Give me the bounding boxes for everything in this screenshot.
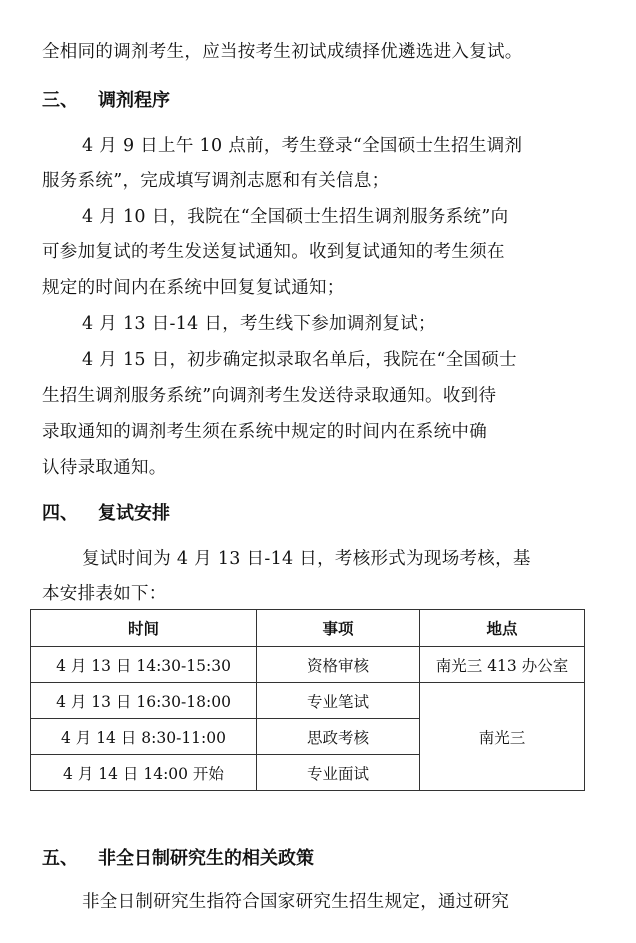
table-header-row bbox=[31, 610, 585, 647]
table-row bbox=[31, 683, 585, 719]
paragraph-line: 4 月 10 日，我院在“全国硕士生招生调剂服务系统”向 bbox=[82, 207, 509, 227]
paragraph-line: 4 月 15 日，初步确定拟录取名单后，我院在“全国硕士 bbox=[82, 350, 517, 370]
section-heading-4 bbox=[42, 502, 170, 526]
header-item: 事项 bbox=[257, 610, 420, 647]
schedule-table bbox=[30, 609, 585, 791]
paragraph-line: 认待录取通知。 bbox=[42, 458, 167, 478]
header-time: 时间 bbox=[31, 610, 257, 647]
paragraph-line: 4 月 13 日-14 日，考生线下参加调剂复试； bbox=[82, 314, 436, 334]
cell-time: 4 月 14 日 8:30-11:00 bbox=[31, 719, 257, 755]
section-number: 三、 bbox=[42, 90, 78, 111]
cell-time: 4 月 14 日 14:00 开始 bbox=[31, 755, 257, 791]
paragraph-line: 生招生调剂服务系统”向调剂考生发送待录取通知。收到待 bbox=[42, 386, 497, 406]
paragraph-line: 复试时间为 4 月 13 日-14 日，考核形式为现场考核，基 bbox=[82, 549, 531, 569]
cell-location: 南光三 413 办公室 bbox=[420, 647, 585, 683]
section-heading-3 bbox=[42, 89, 170, 113]
section-heading-5 bbox=[42, 847, 314, 871]
paragraph-line: 服务系统”，完成填写调剂志愿和有关信息； bbox=[42, 171, 390, 191]
section-title: 复试安排 bbox=[98, 503, 170, 524]
cell-item: 思政考核 bbox=[257, 719, 420, 755]
paragraph-line: 非全日制研究生指符合国家研究生招生规定，通过研究 bbox=[82, 892, 510, 912]
cell-location-merged: 南光三 bbox=[420, 683, 585, 791]
cell-time: 4 月 13 日 14:30-15:30 bbox=[31, 647, 257, 683]
paragraph-line: 规定的时间内在系统中回复复试通知； bbox=[42, 278, 345, 298]
section-number: 五、 bbox=[42, 848, 78, 869]
section-number: 四、 bbox=[42, 503, 78, 524]
paragraph-line: 全相同的调剂考生，应当按考生初试成绩择优遴选进入复试。 bbox=[42, 42, 523, 62]
cell-time: 4 月 13 日 16:30-18:00 bbox=[31, 683, 257, 719]
table-row bbox=[31, 647, 585, 683]
cell-item: 专业笔试 bbox=[257, 683, 420, 719]
cell-item: 专业面试 bbox=[257, 755, 420, 791]
section-title: 调剂程序 bbox=[98, 90, 170, 111]
paragraph-line: 4 月 9 日上午 10 点前，考生登录“全国硕士生招生调剂 bbox=[82, 136, 523, 156]
paragraph-line: 录取通知的调剂考生须在系统中规定的时间内在系统中确 bbox=[42, 422, 487, 442]
paragraph-line: 本安排表如下： bbox=[42, 584, 167, 604]
header-location: 地点 bbox=[420, 610, 585, 647]
paragraph-line: 可参加复试的考生发送复试通知。收到复试通知的考生须在 bbox=[42, 242, 505, 262]
section-title: 非全日制研究生的相关政策 bbox=[98, 848, 314, 869]
cell-item: 资格审核 bbox=[257, 647, 420, 683]
